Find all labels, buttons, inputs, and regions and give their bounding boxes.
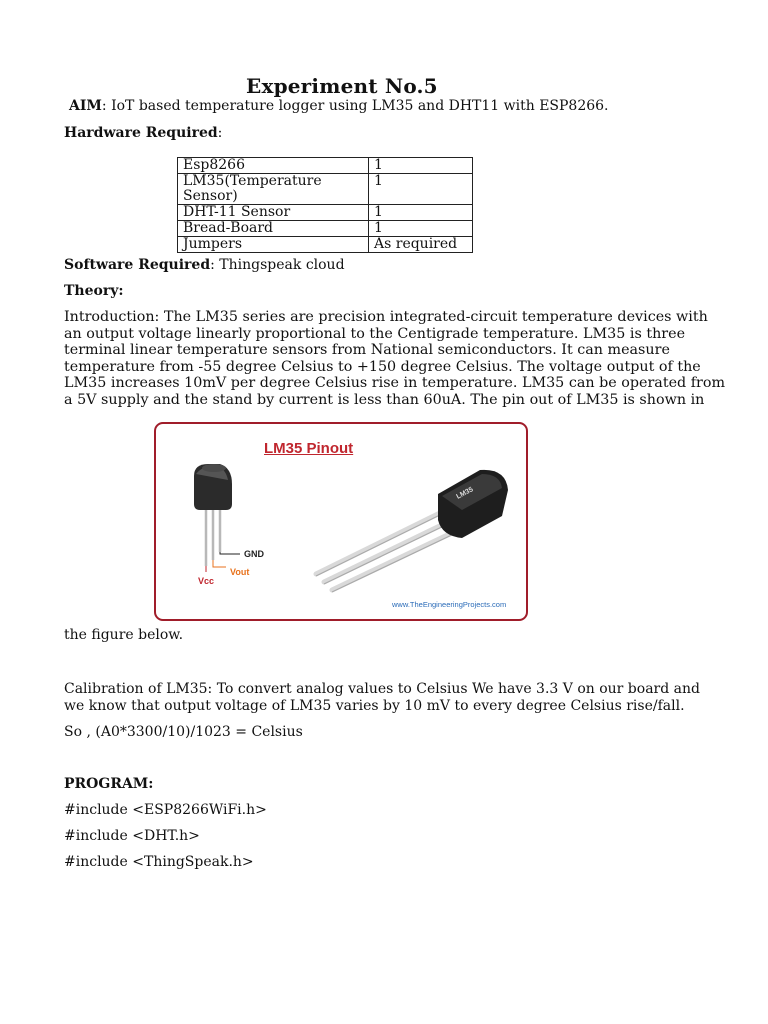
pin-gnd-label: GND — [244, 549, 264, 559]
page-title: Experiment No.5 — [246, 74, 438, 98]
calibration-line: we know that output voltage of LM35 varies by 10 mV to every degree Celsius rise/fall. — [64, 697, 685, 714]
intro-line: Introduction: The LM35 series are precision integrated-circuit temperature devices with — [64, 309, 708, 325]
include-line: #include <ThingSpeak.h> — [64, 854, 254, 870]
program-heading — [64, 776, 153, 793]
intro-line: a 5V supply and the stand by current is less than 60uA. The pin out of LM35 is shown in — [64, 391, 705, 408]
hardware-row — [178, 237, 473, 253]
hardware-item-text: Sensor) — [183, 188, 238, 204]
chip-marking: LM35 — [455, 486, 475, 501]
hardware-row — [178, 158, 473, 174]
hardware-item-cell — [178, 158, 369, 174]
formula-line: So , (A0*3300/10)/1023 = Celsius — [64, 724, 303, 740]
hardware-item-text: LM35(Temperature — [183, 173, 322, 189]
hardware-qty-cell: 1 — [369, 174, 473, 205]
hardware-item-cell — [178, 205, 369, 221]
figure-title: LM35 Pinout — [264, 440, 354, 457]
theory-heading — [64, 283, 124, 300]
figure-caption: the figure below. — [64, 627, 184, 643]
hardware-item-cell — [178, 221, 369, 237]
intro-line: terminal linear temperature sensors from National semiconductors. It can measure — [64, 342, 670, 359]
pin-legs — [206, 510, 220, 566]
program-heading-text: PROGRAM: — [64, 776, 154, 792]
hardware-qty-cell: 1 — [369, 205, 473, 221]
include-line: #include <ESP8266WiFi.h> — [64, 802, 267, 818]
pin-vout-label: Vout — [230, 567, 250, 577]
hardware-item-text: Bread-Board — [183, 220, 274, 236]
hardware-heading-line — [64, 125, 222, 142]
hardware-qty-cell: 1 — [369, 221, 473, 237]
calibration-line: Calibration of LM35: To convert analog values to Celsius We have 3.3 V on our board and — [64, 681, 700, 697]
aim-label: AIM — [69, 98, 102, 114]
hardware-item-cell — [178, 174, 369, 205]
hardware-item-text: Esp8266 — [183, 157, 245, 173]
software-label: Software Required — [64, 257, 211, 273]
software-text: : Thingspeak cloud — [210, 257, 345, 273]
calibration-paragraph — [64, 681, 700, 714]
intro-line: an output voltage linearly proportional to the Centigrade temperature. LM35 is three — [64, 325, 686, 342]
aim-line — [69, 98, 609, 115]
hardware-heading: Hardware Required — [64, 125, 218, 141]
hardware-row — [178, 221, 473, 237]
to92-package-icon — [194, 464, 232, 510]
software-line — [64, 257, 345, 274]
hardware-table — [177, 157, 473, 253]
introduction-paragraph — [64, 309, 726, 409]
intro-line: temperature from -55 degree Celsius to +150 degree Celsius. The voltage output of the — [64, 358, 701, 375]
theory-heading-text: Theory: — [64, 283, 124, 299]
hardware-qty-cell: As required — [369, 237, 473, 253]
hardware-heading-suffix: : — [217, 125, 223, 141]
hardware-qty-cell: 1 — [369, 158, 473, 174]
lm35-diagram — [156, 424, 526, 619]
include-line: #include <DHT.h> — [64, 828, 200, 844]
aim-text: : IoT based temperature logger using LM35 and DHT11 with ESP8266. — [101, 98, 609, 114]
hardware-row — [178, 174, 473, 205]
hardware-row — [178, 205, 473, 221]
hardware-item-text: Jumpers — [183, 236, 243, 252]
pin-vcc-label: Vcc — [198, 576, 215, 586]
intro-line: LM35 increases 10mV per degree Celsius rise in temperature. LM35 can be operated from — [64, 375, 726, 392]
lm35-photo-icon — [316, 470, 508, 592]
hardware-item-cell — [178, 237, 369, 253]
figure-credit: www.TheEngineeringProjects.com — [392, 600, 507, 609]
lm35-pinout-figure — [154, 422, 528, 621]
hardware-item-text: DHT-11 Sensor — [183, 204, 291, 220]
